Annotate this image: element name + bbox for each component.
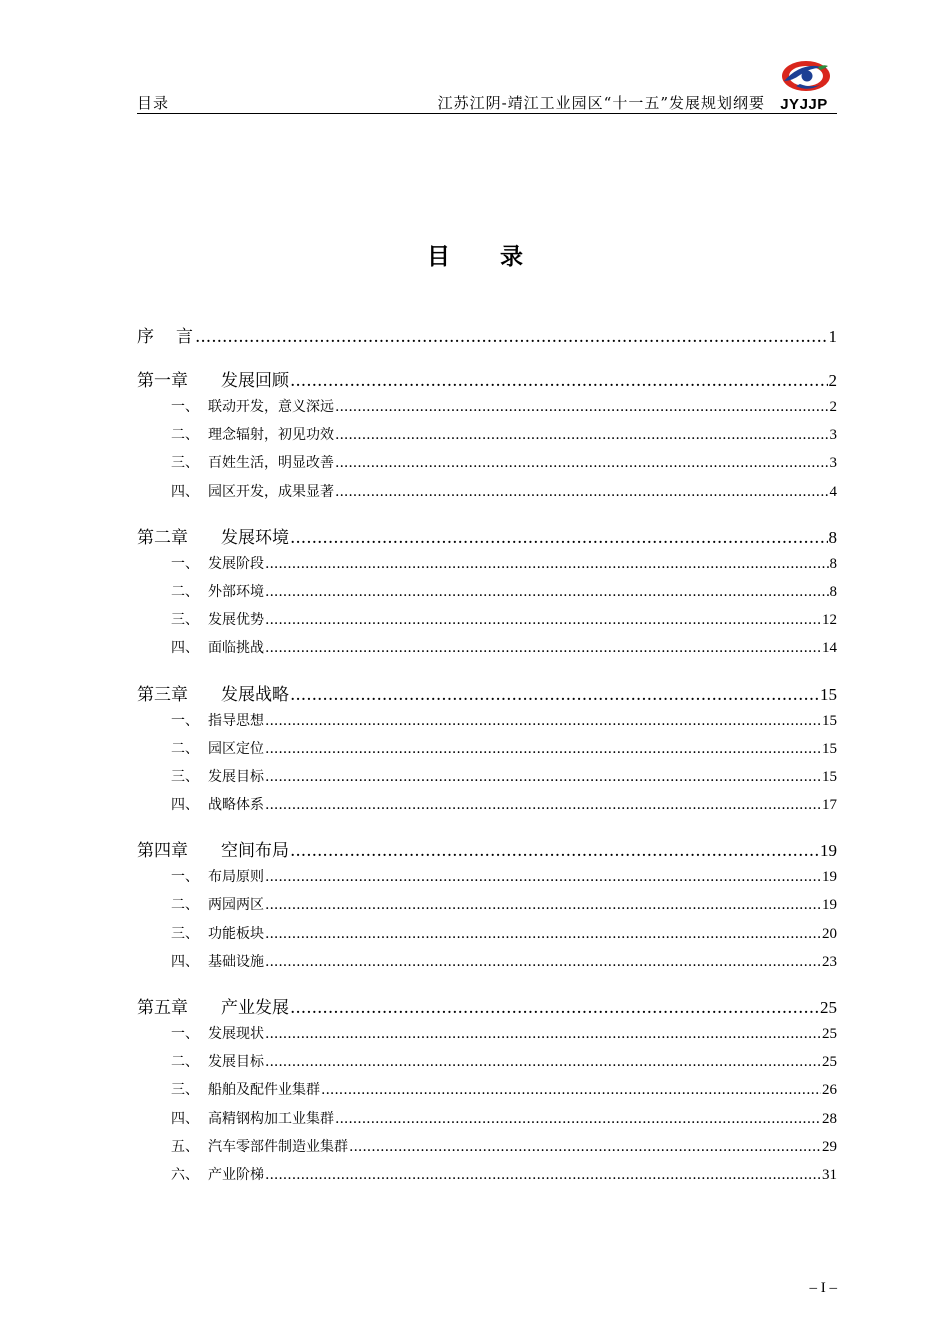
toc-entry-number: 三、 [171,768,199,785]
toc-section-entry[interactable] [137,452,837,480]
toc-entry-page: 19 [822,869,837,886]
toc-entry-title: 指导思想 [208,712,264,729]
toc-section-entry[interactable] [137,923,837,951]
toc-dot-leader [265,926,821,942]
toc-dot-leader [265,1026,821,1042]
toc-entry-page: 1 [828,327,837,346]
toc-entry-page: 19 [820,841,837,861]
toc-entry-title: 园区开发，成果显著 [208,483,334,500]
toc-section-entry[interactable] [137,1136,837,1164]
toc-entry-number: 二、 [171,1054,199,1071]
toc-dot-leader [335,399,829,415]
toc-dot-leader [265,797,821,813]
toc-section-entry[interactable] [137,581,837,609]
toc-dot-leader [265,713,821,729]
toc-entry-page: 2 [829,399,837,415]
toc-section-entry[interactable] [137,738,837,766]
toc-entry-title: 产业阶梯 [208,1166,264,1183]
page-header [137,52,837,114]
toc-section-entry[interactable] [137,396,837,424]
header-section-label: 目录 [137,94,170,112]
page-title: 目录 [427,244,573,270]
toc-entry-title: 发展阶段 [208,555,264,572]
toc-entry-page: 25 [820,998,837,1017]
toc-entry-page: 23 [822,953,837,970]
toc-entry-page: 12 [822,612,837,629]
toc-section-entry[interactable] [137,1023,837,1051]
toc-dot-leader [195,327,828,347]
toc-dot-leader [335,484,829,500]
toc-entry-title: 发展现状 [208,1026,264,1042]
toc-entry-number: 三、 [171,612,199,629]
toc-entry-number: 序言 [137,327,215,347]
toc-entry-page: 15 [820,684,837,704]
toc-entry-title: 两园两区 [208,897,264,914]
toc-entry-title: 空间布局 [221,841,289,862]
toc-entry-title: 基础设施 [208,953,264,970]
toc-entry-page: 25 [822,1026,837,1042]
toc-dot-leader [265,769,821,785]
toc-dot-leader [290,998,819,1018]
toc-entry-number: 三、 [171,925,199,942]
toc-entry-number: 五、 [171,1138,199,1155]
toc-entry-title: 发展优势 [208,612,264,629]
toc-entry-page: 15 [822,740,837,757]
toc-dot-leader [265,1054,821,1070]
toc-entry-number: 六、 [171,1166,199,1183]
toc-section-entry[interactable] [137,766,837,794]
toc-entry-title: 百姓生活，明显改善 [208,455,334,472]
toc-dot-leader [265,584,829,600]
toc-entry-number: 第二章 [137,527,188,548]
toc-section-entry[interactable] [137,637,837,665]
toc-dot-leader [265,1167,821,1183]
toc-section-entry[interactable] [137,710,837,738]
toc-entry-page: 29 [822,1138,837,1155]
toc-entry-page: 14 [822,640,837,657]
toc-dot-leader [290,685,819,705]
toc-entry-title: 布局原则 [208,869,264,886]
toc-entry-page: 3 [829,455,837,472]
toc-dot-leader [335,427,829,443]
toc-entry-title: 理念辐射，初见功效 [208,427,334,444]
toc-section-entry[interactable] [137,424,837,452]
toc-chapter-entry[interactable] [137,836,837,866]
toc-entry-page: 15 [822,768,837,785]
toc-entry-number: 四、 [171,1110,199,1127]
toc-entry-page: 8 [829,555,837,572]
toc-dot-leader [290,371,828,391]
toc-entry-title: 发展目标 [208,768,264,785]
toc-entry-number: 二、 [171,897,199,914]
toc-entry-page: 28 [822,1110,837,1127]
header-document-title: 江苏江阴-靖江工业园区“十一五”发展规划纲要 [437,94,765,112]
logo-emblem-icon [774,57,834,97]
toc-section-entry[interactable] [137,1164,837,1192]
toc-entry-number: 一、 [171,555,199,572]
toc-entry-title: 发展目标 [208,1054,264,1071]
toc-entry-number: 一、 [171,869,199,886]
toc-entry-number: 四、 [171,797,199,814]
toc-entry-title: 船舶及配件业集群 [208,1082,320,1099]
toc-entry-page: 25 [822,1054,837,1071]
toc-entry-title: 园区定位 [208,740,264,757]
toc-entry-number: 一、 [171,1026,199,1042]
toc-dot-leader [335,455,829,471]
toc-entry-number: 四、 [171,640,199,657]
toc-dot-leader [349,1139,821,1155]
toc-entry-page: 31 [822,1166,837,1183]
toc-section-entry[interactable] [137,794,837,822]
toc-section-entry[interactable] [137,866,837,894]
toc-entry-title: 高精钢构加工业集群 [208,1110,334,1127]
toc-dot-leader [265,869,821,885]
toc-section-entry[interactable] [137,1051,837,1079]
toc-entry-page: 8 [829,583,837,600]
toc-entry-number: 三、 [171,455,199,472]
header-divider [137,113,837,114]
toc-entry-page: 2 [828,371,837,390]
toc-entry-title: 外部环境 [208,583,264,600]
toc-dot-leader [321,1082,821,1098]
toc-section-entry[interactable] [137,1079,837,1107]
toc-entry-number: 三、 [171,1082,199,1099]
toc-entry-number: 二、 [171,583,199,600]
toc-entry-page: 26 [822,1082,837,1099]
table-of-contents [137,322,837,1192]
toc-chapter-entry[interactable] [137,322,837,352]
toc-entry-number: 第三章 [137,684,188,705]
toc-chapter-entry[interactable] [137,523,837,553]
page-number: – I – [809,1280,837,1296]
toc-entry-title: 战略体系 [208,797,264,814]
toc-entry-title: 功能板块 [208,925,264,942]
toc-entry-title: 发展战略 [221,684,289,705]
toc-entry-number: 第五章 [137,998,188,1018]
logo-wordmark: JYJJP [780,96,828,113]
toc-section-entry[interactable] [137,481,837,509]
toc-chapter-entry[interactable] [137,680,837,710]
toc-dot-leader [335,1111,821,1127]
toc-entry-number: 四、 [171,483,199,500]
toc-entry-page: 19 [822,897,837,914]
toc-entry-number: 一、 [171,399,199,415]
toc-entry-title: 发展环境 [221,527,289,548]
toc-entry-title: 面临挑战 [208,640,264,657]
toc-entry-number: 第四章 [137,841,188,862]
toc-section-entry[interactable] [137,894,837,922]
toc-entry-title: 发展回顾 [221,371,289,391]
toc-entry-page: 4 [829,483,837,500]
toc-dot-leader [265,612,821,628]
toc-entry-page: 20 [822,925,837,942]
toc-dot-leader [265,556,829,572]
toc-entry-number: 二、 [171,427,199,444]
jyjjp-logo [774,57,834,113]
toc-chapter-entry[interactable] [137,366,837,396]
toc-entry-page: 15 [822,712,837,729]
toc-section-entry[interactable] [137,1108,837,1136]
toc-entry-number: 二、 [171,740,199,757]
toc-entry-number: 一、 [171,712,199,729]
toc-entry-page: 17 [822,797,837,814]
toc-entry-page: 8 [828,527,837,547]
toc-dot-leader [265,954,821,970]
toc-entry-number: 第一章 [137,371,188,391]
toc-dot-leader [265,741,821,757]
toc-section-entry[interactable] [137,553,837,581]
toc-dot-leader [265,640,821,656]
toc-dot-leader [290,841,819,861]
toc-entry-number: 四、 [171,953,199,970]
toc-section-entry[interactable] [137,609,837,637]
toc-entry-title: 联动开发，意义深远 [208,399,334,415]
toc-section-entry[interactable] [137,951,837,979]
toc-dot-leader [290,528,828,548]
toc-entry-title: 产业发展 [221,998,289,1018]
toc-dot-leader [265,897,821,913]
toc-entry-title: 汽车零部件制造业集群 [208,1138,348,1155]
toc-entry-page: 3 [829,427,837,444]
toc-chapter-entry[interactable] [137,993,837,1023]
